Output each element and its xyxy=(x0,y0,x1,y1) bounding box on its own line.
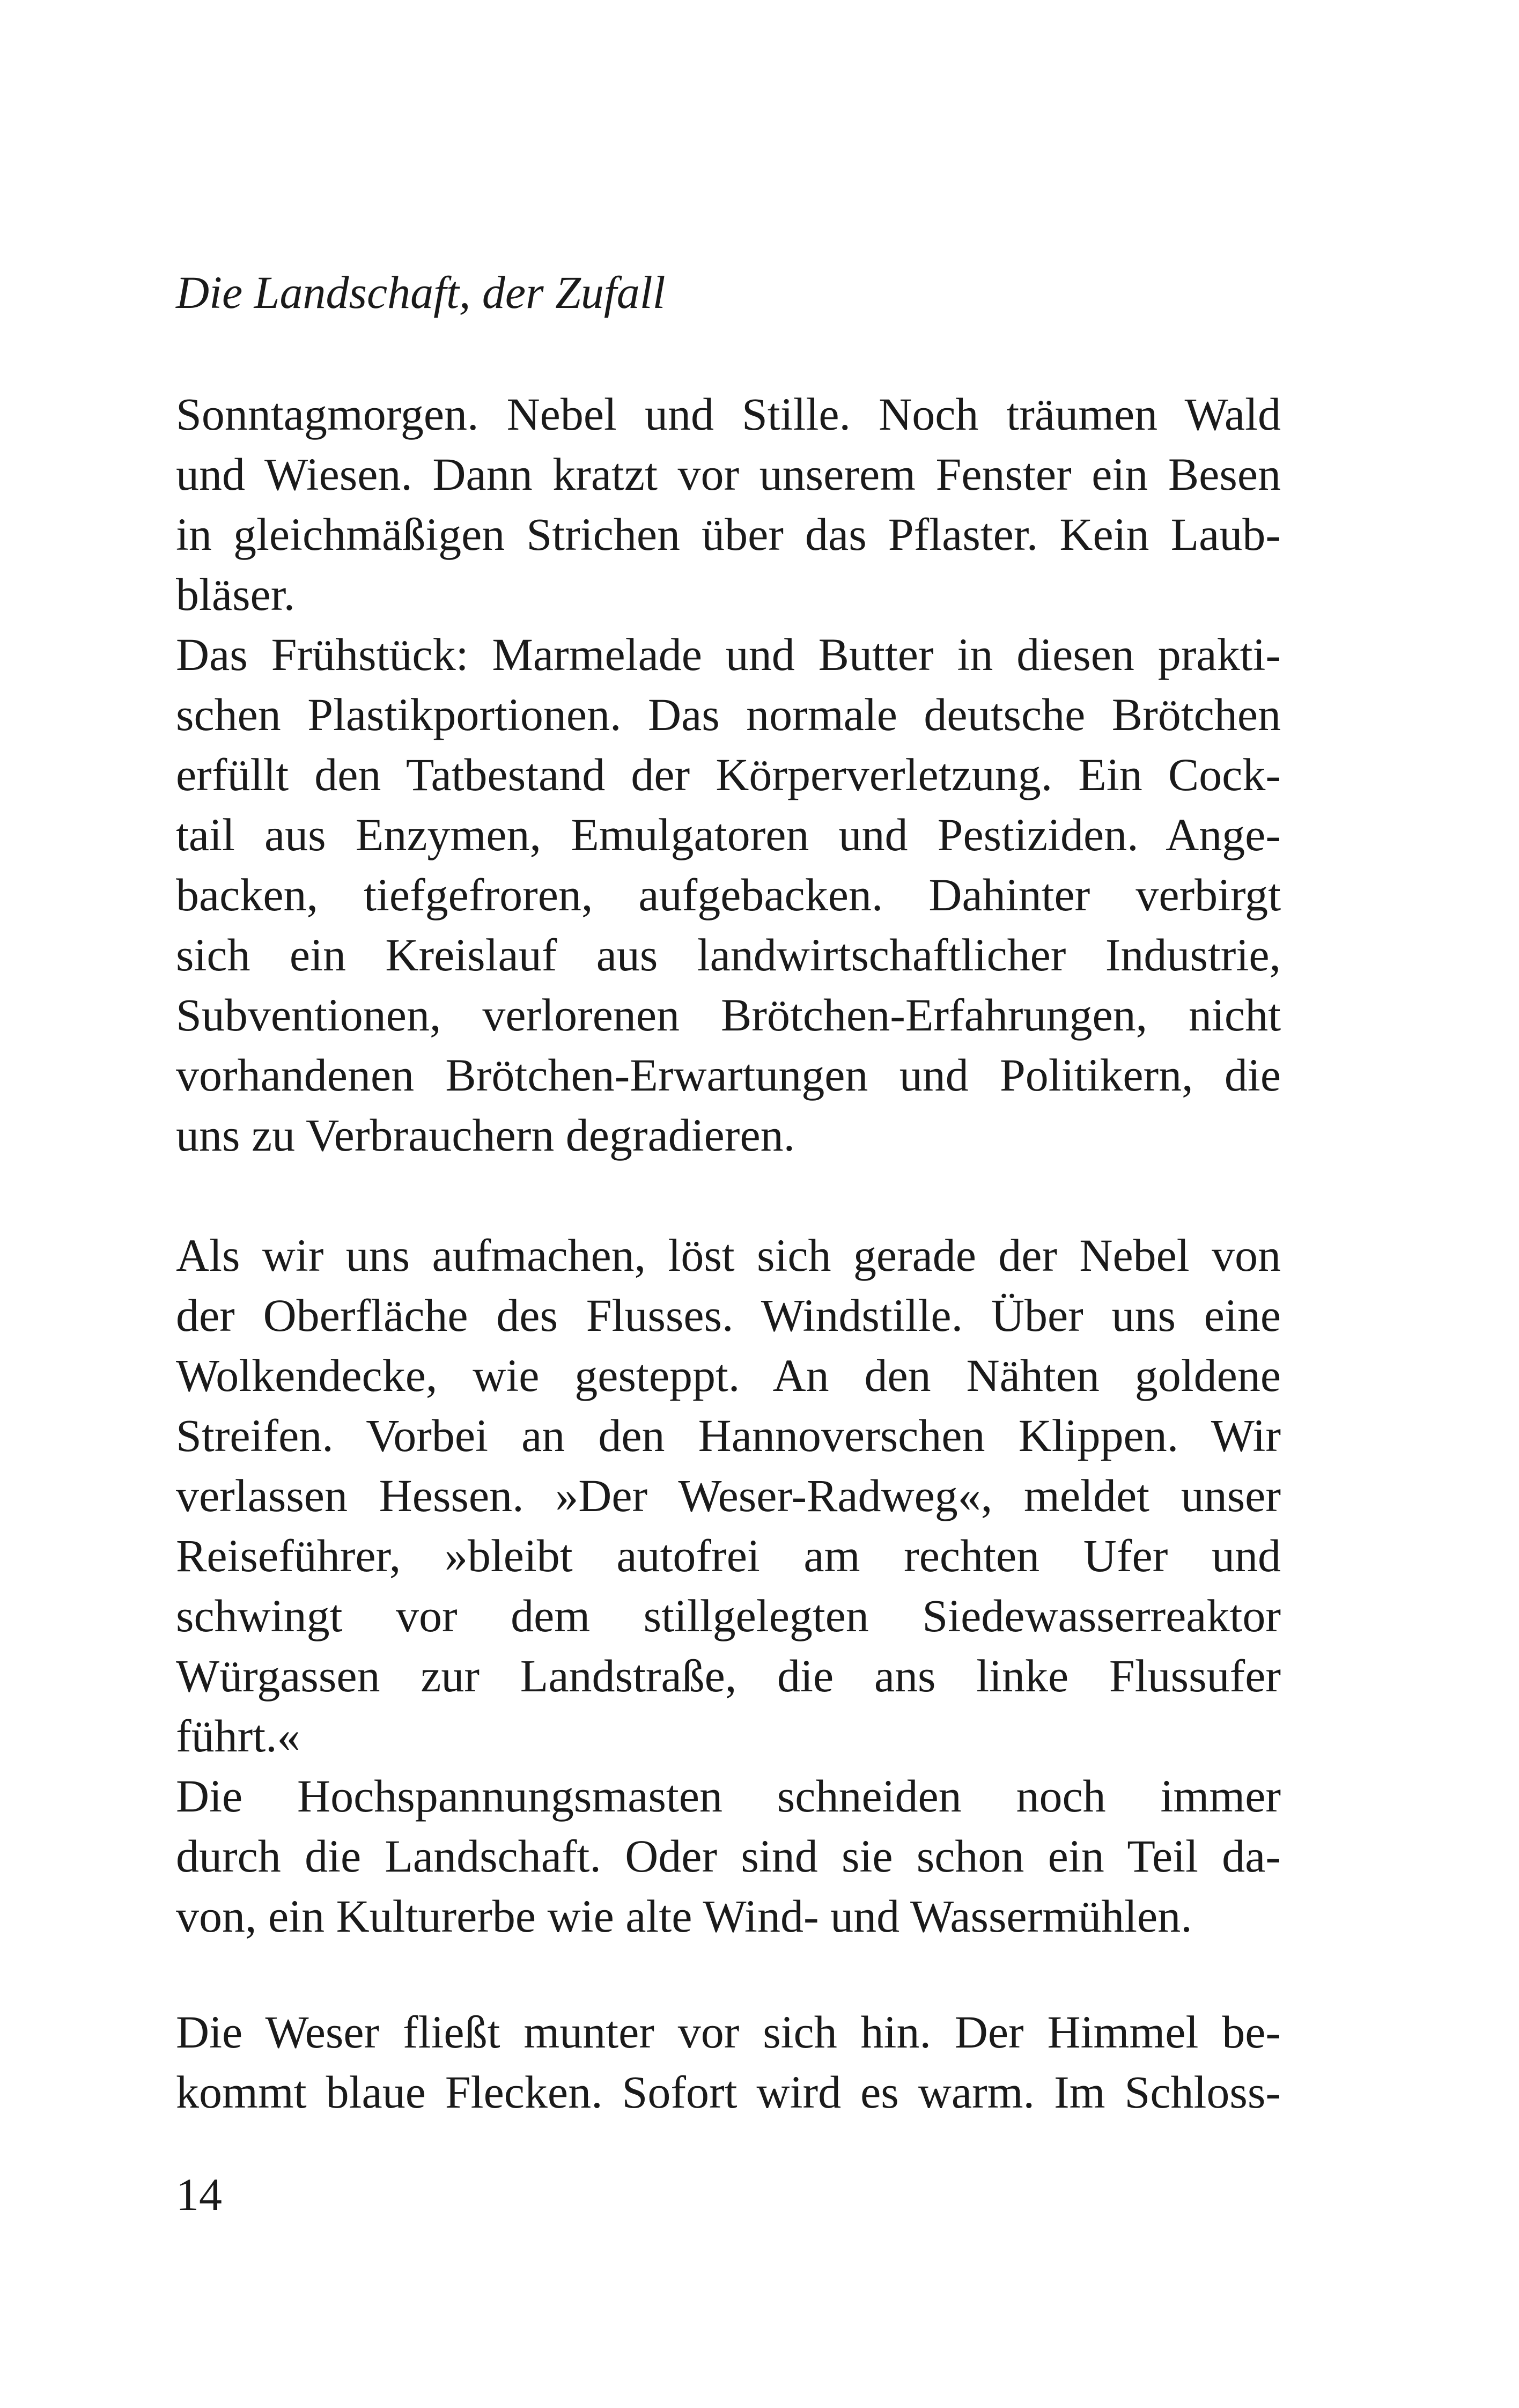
text-line: Wolkendecke, wie gesteppt. An den Nähten goldene xyxy=(176,1350,1281,1401)
text-line: Die Hochspannungsmasten schneiden noch immer xyxy=(176,1770,1281,1822)
text-line: schen Plastikportionen. Das normale deutsche Brötchen xyxy=(176,689,1281,740)
text-line: durch die Landschaft. Oder sind sie schon ein Teil da- xyxy=(176,1830,1281,1882)
text-line: von, ein Kulturerbe wie alte Wind- und Wassermühlen. xyxy=(176,1890,1192,1942)
text-line: der Oberfläche des Flusses. Windstille. Über uns eine xyxy=(176,1290,1281,1341)
text-line: tail aus Enzymen, Emulgatoren und Pestiziden. Ange- xyxy=(176,809,1281,860)
text-line: Reiseführer, »bleibt autofrei am rechten Ufer und xyxy=(176,1530,1281,1581)
text-line: Als wir uns aufmachen, löst sich gerade der Nebel von xyxy=(176,1229,1281,1281)
text-line: Würgassen zur Landstraße, die ans linke Flussufer xyxy=(176,1650,1281,1702)
text-line: sich ein Kreislauf aus landwirtschaftlicher Industrie, xyxy=(176,929,1281,981)
page-number: 14 xyxy=(176,2169,222,2220)
text-line: in gleichmäßigen Strichen über das Pflaster. Kein Laub- xyxy=(176,509,1281,560)
text-line: kommt blaue Flecken. Sofort wird es warm. Im Schloss- xyxy=(176,2066,1281,2118)
chapter-title: Die Landschaft, der Zufall xyxy=(176,267,666,318)
text-line: vorhandenen Brötchen-Erwartungen und Politikern, die xyxy=(176,1049,1281,1101)
text-line: Das Frühstück: Marmelade und Butter in diesen prakti- xyxy=(176,629,1281,680)
text-line: und Wiesen. Dann kratzt vor unserem Fenster ein Besen xyxy=(176,448,1281,500)
text-line: bläser. xyxy=(176,569,296,620)
paragraph-block-2 xyxy=(176,1225,1281,1946)
text-line: uns zu Verbrauchern degradieren. xyxy=(176,1109,795,1161)
paragraph-block-3 xyxy=(176,2002,1281,2122)
text-line: verlassen Hessen. »Der Weser-Radweg«, meldet unser xyxy=(176,1470,1281,1521)
text-line: schwingt vor dem stillgelegten Siedewasserreaktor xyxy=(176,1590,1281,1641)
text-line: Streifen. Vorbei an den Hannoverschen Klippen. Wir xyxy=(176,1410,1281,1461)
paragraph-block-1 xyxy=(176,384,1281,1165)
text-line: Sonntagmorgen. Nebel und Stille. Noch träumen Wald xyxy=(176,388,1281,440)
text-line: Subventionen, verlorenen Brötchen-Erfahrungen, nicht xyxy=(176,989,1281,1041)
text-line: Die Weser fließt munter vor sich hin. Der Himmel be- xyxy=(176,2006,1281,2058)
text-line: backen, tiefgefroren, aufgebacken. Dahinter verbirgt xyxy=(176,869,1281,921)
text-line: erfüllt den Tatbestand der Körperverletzung. Ein Cock- xyxy=(176,749,1281,800)
text-line: führt.« xyxy=(176,1710,300,1762)
